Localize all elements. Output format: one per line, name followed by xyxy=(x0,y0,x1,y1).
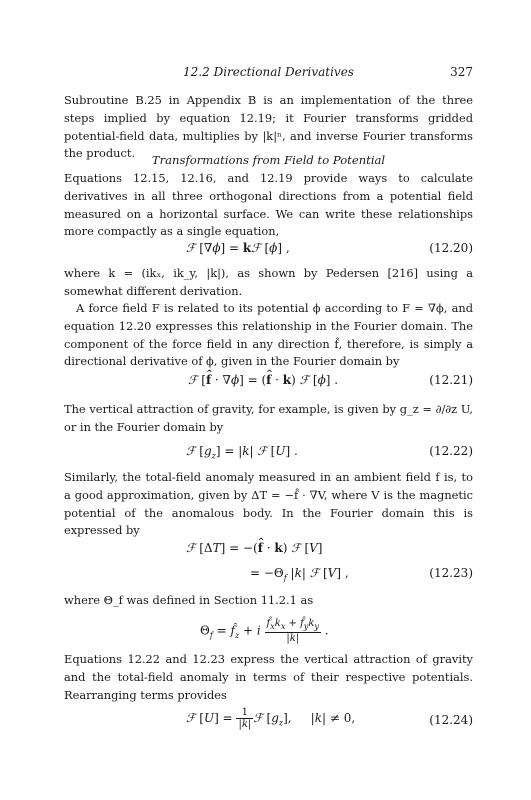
equation-12-24-number: (12.24) xyxy=(429,713,473,727)
equation-12-20-expression: ℱ [∇ϕ] = kℱ [ϕ] , xyxy=(186,241,290,255)
equation-12-23-expression-1: ℱ [ΔT] = −(f ^ · k) ℱ [V] xyxy=(186,537,322,559)
equation-12-20-number: (12.20) xyxy=(429,241,473,255)
equation-12-24-fraction: $\frac{1}{|k|}$ xyxy=(238,707,252,730)
equation-12-22-expression: ℱ $[g_z] = |k|$ ℱ [U] . xyxy=(186,444,298,461)
paragraph-subroutine: Subroutine B.25 in Appendix B is an implementation of the three steps implied by equation 12.19; it Fourier transforms gridded potential-field data, multiplies by |k|ⁿ, and inverse Fourier transforms the product. xyxy=(64,93,473,161)
equation-theta-f-expression: $\Theta_f$ = $f̂_z + i$ $\frac{f̂_xk_x + f̂_yk_y}{|k|}$ . xyxy=(200,618,329,644)
equation-12-21-expression: ℱ [f ^ · ∇ϕ] = (f ^ · k) ℱ [ϕ] . xyxy=(188,369,338,391)
equation-12-23-expression-2: = $-\Theta_f$ |k| ℱ [V] , xyxy=(250,566,349,583)
equation-12-24-expression: ℱ [U] = $\frac{1}{|k|}$ ℱ $[g_z]$, |k| ≠ 0, xyxy=(186,707,356,730)
equation-12-22-number: (12.22) xyxy=(429,444,473,458)
equation-12-20 xyxy=(64,237,473,259)
equation-theta-f-fraction: $\frac{f̂_xk_x + f̂_yk_y}{|k|}$ xyxy=(266,618,319,644)
equation-12-21 xyxy=(64,369,473,391)
paragraph-equations-intro: Equations 12.15, 12.16, and 12.19 provide ways to calculate derivatives in all three orthogonal directions from a potential field measured on a horizontal surface. We can write these relationships more compactly as a single equation, xyxy=(64,171,473,239)
equation-theta-f xyxy=(64,616,473,646)
equation-12-23-line-1 xyxy=(64,537,473,559)
equation-12-21-number: (12.21) xyxy=(429,373,473,387)
paragraph-total-field: Similarly, the total-field anomaly measured in an ambient field f is, to a good approximation, given by ΔT = −f̂ · ∇V, where V is the magnetic potential of the anomalous body. In the Fourier domain this is expressed by xyxy=(64,470,473,538)
page-number: 327 xyxy=(450,65,473,79)
equation-12-23-line-2 xyxy=(64,562,473,584)
paragraph-wavenumber-definition: where k = (ikₓ, ik_y, |k|), as shown by Pedersen [216] using a somewhat different derivation. xyxy=(64,266,473,298)
equation-12-23-number: (12.23) xyxy=(429,566,473,580)
paragraph-theta-definition: where Θ_f was defined in Section 11.2.1 as xyxy=(64,593,314,607)
equation-12-22 xyxy=(64,440,473,462)
running-header xyxy=(64,65,473,81)
section-title: 12.2 Directional Derivatives xyxy=(183,65,354,79)
equation-12-24 xyxy=(64,705,473,735)
paragraph-rearranging: Equations 12.22 and 12.23 express the vertical attraction of gravity and the total-field anomaly in terms of their respective potentials. Rearranging terms provides xyxy=(64,652,473,702)
section-heading: Transformations from Field to Potential xyxy=(151,153,386,167)
paragraph-vertical-attraction: The vertical attraction of gravity, for example, is given by g_z = ∂/∂z U, or in the Fourier domain by xyxy=(64,402,473,434)
paragraph-force-field: A force field F is related to its potential ϕ according to F = ∇ϕ, and equation 12.20 expresses this relationship in the Fourier domain. The component of the force field in any direction f̂, therefore, is simply a directional derivative of ϕ, given in the Fourier domain by xyxy=(64,301,473,369)
